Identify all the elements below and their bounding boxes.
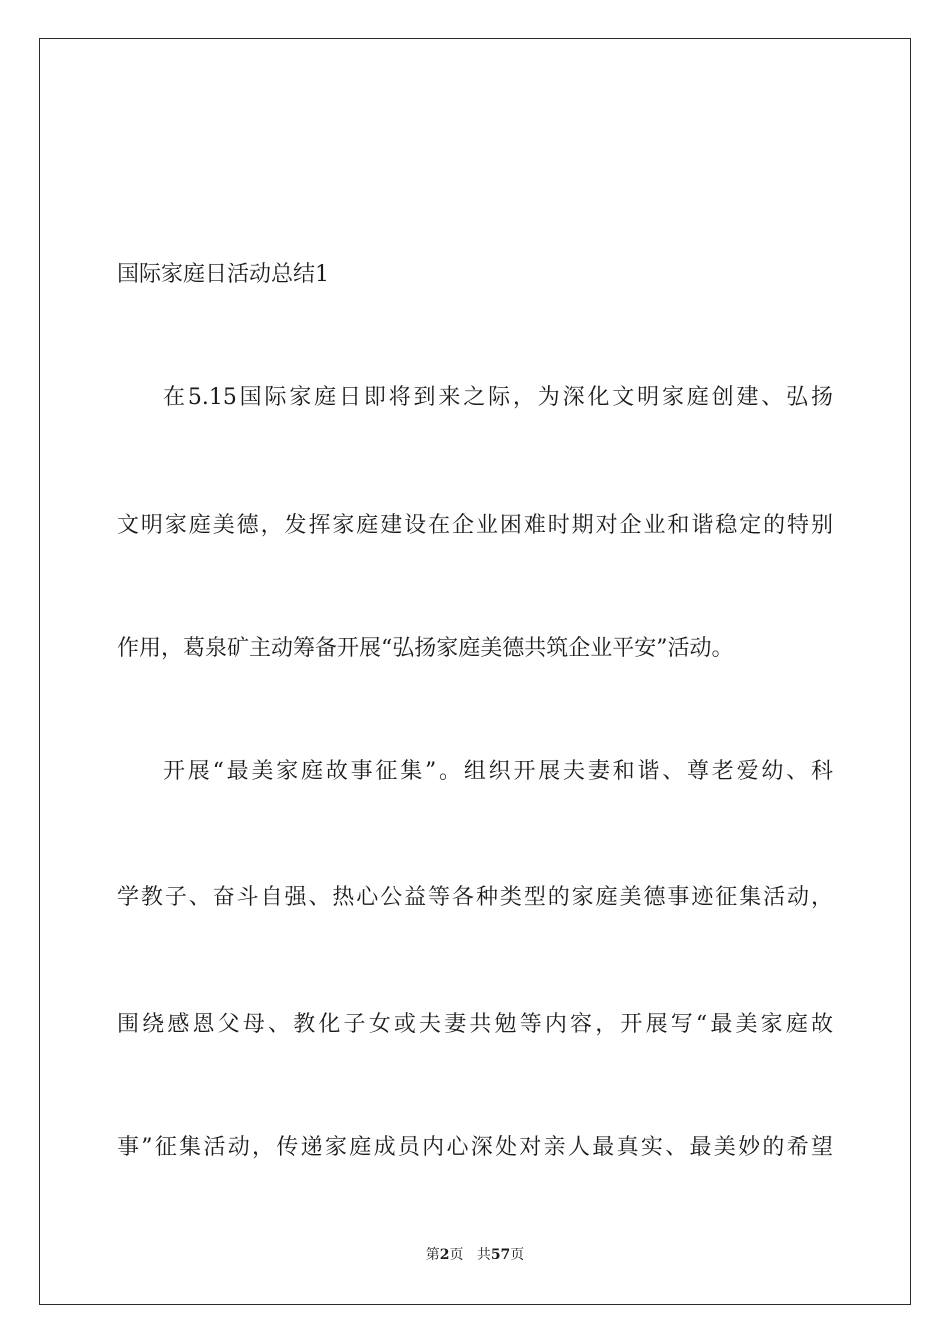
footer-total-suffix: 页 — [510, 1247, 525, 1263]
footer-current-page: 2 — [439, 1247, 450, 1263]
document-heading: 国际家庭日活动总结1 — [117, 262, 329, 287]
page-border — [39, 38, 911, 1305]
footer-prefix: 第 — [425, 1247, 440, 1263]
paragraph-2-line-3: 围绕感恩父母、教化子女或夫妻共勉等内容，开展写“最美家庭故 — [117, 1012, 833, 1037]
paragraph-2-line-1: 开展“最美家庭故事征集”。组织开展夫妻和谐、尊老爱幼、科 — [163, 759, 833, 784]
paragraph-1-line-3: 作用，葛泉矿主动筹备开展“弘扬家庭美德共筑企业平安”活动。 — [117, 636, 734, 661]
paragraph-2-line-4: 事”征集活动，传递家庭成员内心深处对亲人最真实、最美妙的希望 — [117, 1135, 833, 1160]
paragraph-1-line-1: 在5.15国际家庭日即将到来之际，为深化文明家庭创建、弘扬 — [163, 385, 833, 410]
page-footer — [0, 1246, 950, 1264]
paragraph-1-line-2: 文明家庭美德，发挥家庭建设在企业困难时期对企业和谐稳定的特别 — [117, 513, 833, 538]
footer-total-prefix: 共 — [476, 1247, 491, 1263]
footer-total-pages: 57 — [490, 1247, 511, 1263]
paragraph-2-line-2: 学教子、奋斗自强、热心公益等各种类型的家庭美德事迹征集活动， — [117, 885, 833, 910]
footer-page-suffix: 页 — [449, 1247, 464, 1263]
